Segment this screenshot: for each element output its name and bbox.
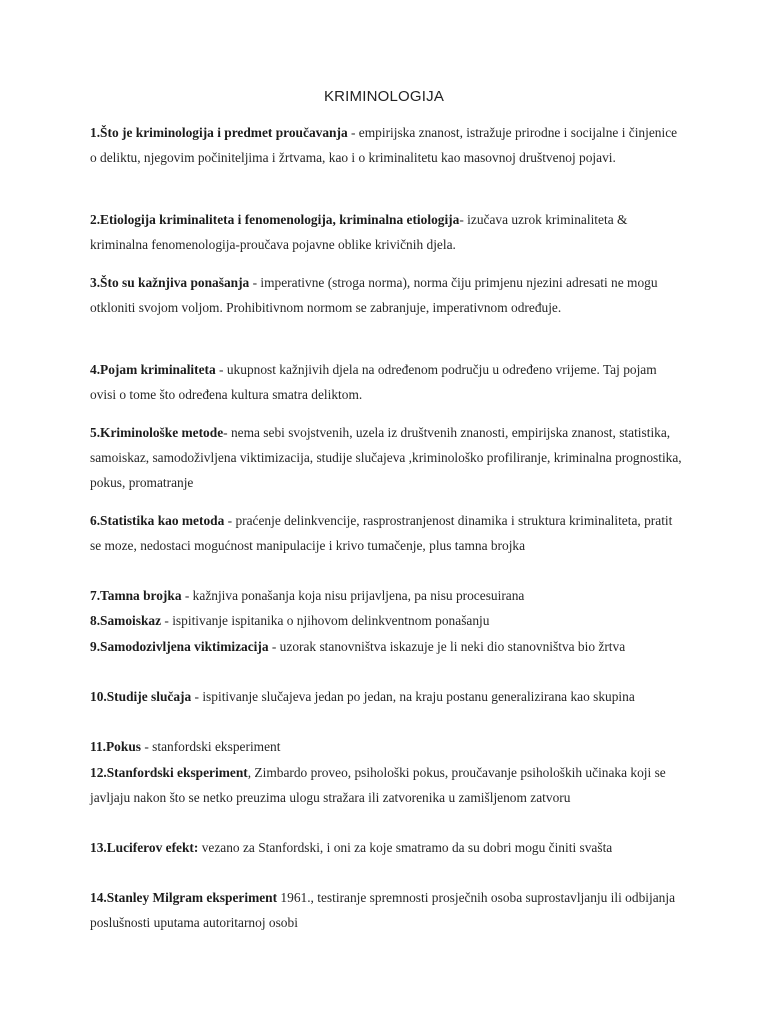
entry-14 — [90, 885, 686, 935]
entry-definition: - ispitivanje slučajeva jedan po jedan, na kraju postanu generalizirana kao skupina — [191, 689, 635, 704]
entry-7 — [90, 583, 686, 608]
entry-term: 7.Tamna brojka — [90, 588, 182, 603]
entry-term: 6.Statistika kao metoda — [90, 513, 225, 528]
entry-term: 5.Kriminološke metode — [90, 425, 224, 440]
entry-definition: - nema sebi svojstvenih, uzela iz društvenih znanosti, empirijska znanost, statistika, samoiskaz, samodoživljena viktimizacija, studije slučajeva ,kriminološko profiliranje, kriminalna prognostika, pokus, promatranje — [90, 425, 682, 490]
entry-term: 14.Stanley Milgram eksperiment — [90, 890, 278, 905]
entry-definition: 1961., testiranje spremnosti prosječnih osoba suprostavljanju ili odbijanja poslušnosti uputama autoritarnoj osobi — [90, 890, 676, 930]
entry-1 — [90, 120, 686, 170]
entry-10 — [90, 684, 686, 709]
entry-term: 4.Pojam kriminaliteta — [90, 362, 216, 377]
entry-term: 1.Što je kriminologija i predmet proučavanja — [90, 125, 348, 140]
entry-9 — [90, 634, 686, 659]
entry-definition: - empirijska znanost, istražuje prirodne i socijalne i činjenice o deliktu, njegovim počiniteljima i žrtvama, kao i o kriminalitetu kao masovnoj društvenoj pojavi. — [90, 125, 678, 165]
entry-12 — [90, 760, 686, 810]
entry-definition: - praćenje delinkvencije, rasprostranjenost dinamika i struktura kriminaliteta, pratit se moze, nedostaci mogućnost manipulacije i krivo tumačenje, plus tamna brojka — [90, 513, 673, 553]
entry-definition: - izučava uzrok kriminaliteta & kriminalna fenomenologija-proučava pojavne oblike krivičnih djela. — [90, 212, 628, 252]
entry-8 — [90, 608, 686, 633]
entry-term: 9.Samodozivljena viktimizacija — [90, 639, 269, 654]
entry-term: 3.Što su kažnjiva ponašanja — [90, 275, 250, 290]
entry-term: 2.Etiologija kriminaliteta i fenomenologija, kriminalna etiologija — [90, 212, 460, 227]
entry-term: 8.Samoiskaz — [90, 613, 162, 628]
entry-6 — [90, 508, 686, 558]
entry-2 — [90, 207, 686, 257]
entry-term: 13.Luciferov efekt: — [90, 840, 199, 855]
entry-4 — [90, 357, 686, 407]
entry-definition: - imperativne (stroga norma), norma čiju primjenu njezini adresati ne mogu otkloniti svojom voljom. Prohibitivnom normom se zabranjuje, imperativnom određuje. — [90, 275, 658, 315]
entry-definition: - ukupnost kažnjivih djela na određenom području u određeno vrijeme. Taj pojam ovisi o tome što određena kultura smatra deliktom. — [90, 362, 657, 402]
entry-definition: vezano za Stanfordski, i oni za koje smatramo da su dobri mogu činiti svašta — [198, 840, 613, 855]
entry-5 — [90, 420, 686, 495]
entry-3 — [90, 270, 686, 320]
entry-definition: - ispitivanje ispitanika o njihovom delinkventnom ponašanju — [161, 613, 490, 628]
entry-definition: - kažnjiva ponašanja koja nisu prijavljena, pa nisu procesuirana — [181, 588, 525, 603]
entry-term: 12.Stanfordski eksperiment — [90, 765, 248, 780]
entry-term: 11.Pokus — [90, 739, 141, 754]
entry-13 — [90, 835, 686, 860]
entry-term: 10.Studije slučaja — [90, 689, 192, 704]
entry-definition: , Zimbardo proveo, psihološki pokus, proučavanje psiholoških učinaka koji se javljaju nakon što se netko preuzima ulogu stražara ili zatvorenika u zamišljenom zatvoru — [90, 765, 666, 805]
entry-11 — [90, 734, 686, 759]
entry-definition: - uzorak stanovništva iskazuje je li neki dio stanovništva bio žrtva — [268, 639, 626, 654]
entry-definition: - stanfordski eksperiment — [140, 739, 281, 754]
document-title: KRIMINOLOGIJA — [323, 88, 445, 105]
